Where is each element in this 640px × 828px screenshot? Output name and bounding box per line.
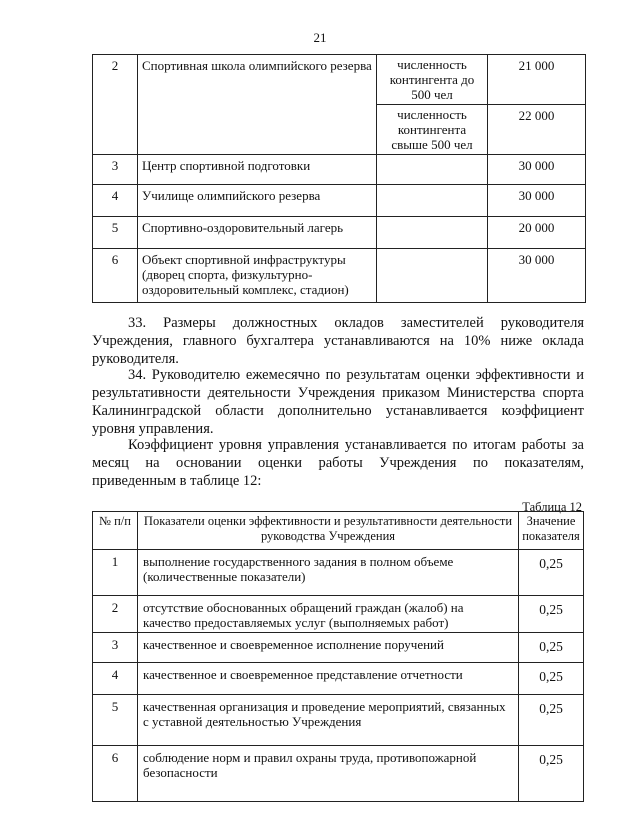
condition-cell: численность контингента свыше 500 чел — [377, 105, 488, 155]
indicator-value: 0,25 — [519, 550, 584, 596]
institution-name: Училище олимпийского резерва — [138, 185, 377, 217]
row-number: 2 — [93, 55, 138, 155]
table-row — [93, 663, 584, 695]
table-row — [93, 249, 586, 303]
header-indicator: Показатели оценки эффективности и результативности деятельности руководства Учреждения — [138, 512, 519, 550]
indicator-value: 0,25 — [519, 633, 584, 663]
value-cell: 21 000 — [488, 55, 586, 105]
institution-name: Спортивная школа олимпийского резерва — [138, 55, 377, 155]
paragraph-line: месяц на основании оценки работы Учреждения по показателям, — [92, 455, 584, 471]
paragraph-33 — [92, 314, 584, 368]
table-header-row — [93, 512, 584, 550]
table-row — [93, 746, 584, 802]
indicator-text: качественная организация и проведение мероприятий, связанных с уставной деятельностью Учреждения — [138, 695, 519, 746]
indicator-value: 0,25 — [519, 746, 584, 802]
institution-name: Спортивно-оздоровительный лагерь — [138, 217, 377, 249]
row-number: 5 — [93, 217, 138, 249]
table-row — [93, 155, 586, 185]
row-number: 3 — [93, 633, 138, 663]
paragraph-line: 33. Размеры должностных окладов заместителей руководителя — [128, 315, 584, 331]
condition-cell — [377, 249, 488, 303]
row-number: 2 — [93, 596, 138, 633]
row-number: 4 — [93, 185, 138, 217]
condition-cell: численность контингента до 500 чел — [377, 55, 488, 105]
value-cell: 22 000 — [488, 105, 586, 155]
condition-cell — [377, 185, 488, 217]
row-number: 6 — [93, 746, 138, 802]
institution-name: Центр спортивной подготовки — [138, 155, 377, 185]
table-row — [93, 633, 584, 663]
indicator-value: 0,25 — [519, 596, 584, 633]
value-cell: 30 000 — [488, 185, 586, 217]
paragraph-35 — [92, 436, 584, 490]
row-number: 6 — [93, 249, 138, 303]
indicator-text: выполнение государственного задания в полном объеме (количественные показатели) — [138, 550, 519, 596]
value-cell: 30 000 — [488, 155, 586, 185]
paragraph-line: Калининградской области дополнительно устанавливается коэффициент — [92, 403, 584, 419]
indicator-text: качественное и своевременное представление отчетности — [138, 663, 519, 695]
row-number: 1 — [93, 550, 138, 596]
paragraph-line: уровня управления. — [92, 421, 214, 437]
value-cell: 30 000 — [488, 249, 586, 303]
paragraph-line: Коэффициент уровня управления устанавливается по итогам работы за — [128, 437, 584, 453]
institution-name: Объект спортивной инфраструктуры (дворец спорта, физкультурно-оздоровительный комплекс, стадион) — [138, 249, 377, 303]
paragraph-line: руководителя. — [92, 351, 179, 367]
row-number: 4 — [93, 663, 138, 695]
indicator-value: 0,25 — [519, 663, 584, 695]
table-caption: Таблица 12 — [522, 500, 582, 514]
header-number: № п/п — [93, 512, 138, 550]
header-value: Значение показателя — [519, 512, 584, 550]
indicator-text: отсутствие обоснованных обращений граждан (жалоб) на качество предоставляемых услуг (выполняемых работ) — [138, 596, 519, 633]
row-number: 5 — [93, 695, 138, 746]
paragraph-line: Учреждения, главного бухгалтера устанавливаются на 10% ниже оклада — [92, 333, 584, 349]
indicator-value: 0,25 — [519, 695, 584, 746]
table-row — [93, 55, 586, 105]
table-row — [93, 217, 586, 249]
paragraph-line: приведенным в таблице 12: — [92, 473, 262, 489]
table-row — [93, 596, 584, 633]
value-cell: 20 000 — [488, 217, 586, 249]
condition-cell — [377, 155, 488, 185]
paragraph-line: 34. Руководителю ежемесячно по результатам оценки эффективности и — [128, 367, 584, 383]
condition-cell — [377, 217, 488, 249]
paragraph-line: результативности деятельности Учреждения приказом Министерства спорта — [92, 385, 584, 401]
page-number: 21 — [313, 30, 327, 45]
paragraph-34 — [92, 366, 584, 438]
indicator-text: соблюдение норм и правил охраны труда, противопожарной безопасности — [138, 746, 519, 802]
row-number: 3 — [93, 155, 138, 185]
indicators-table — [92, 511, 584, 802]
table-row — [93, 185, 586, 217]
table-row — [93, 695, 584, 746]
salary-table — [92, 54, 586, 303]
table-row — [93, 550, 584, 596]
indicator-text: качественное и своевременное исполнение поручений — [138, 633, 519, 663]
